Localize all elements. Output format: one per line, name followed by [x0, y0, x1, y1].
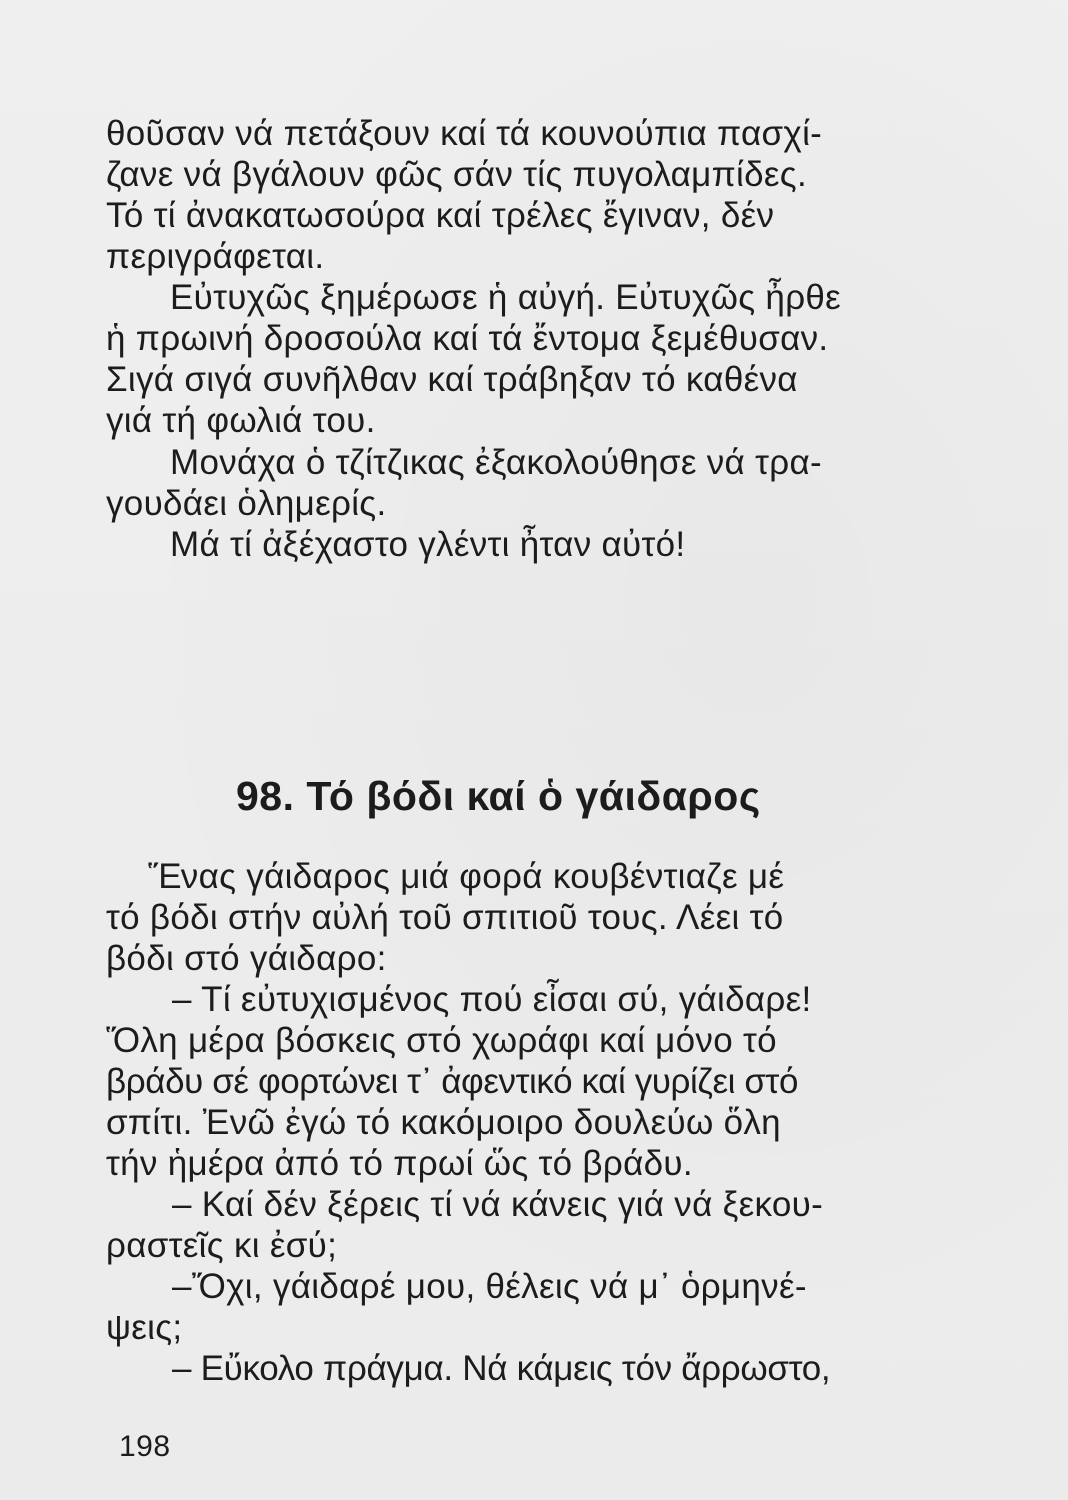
text-line: τό βόδι στήν αὐλή τοῦ σπιτιοῦ τους. Λέει τό [106, 898, 784, 937]
text-line: θοῦσαν νά πετάξουν καί τά κουνούπια πασχί- [106, 114, 823, 153]
text-line: – Καί δέν ξέρεις τί νά κάνεις γιά νά ξεκου- [172, 1185, 824, 1224]
text-line: περιγράφεται. [106, 237, 325, 276]
text-line: ψεις; [106, 1308, 183, 1347]
text-line: βόδι στό γάιδαρο: [106, 939, 387, 978]
text-line: Ὅλη μέρα βόσκεις στό χωράφι καί μόνο τό [106, 1021, 777, 1060]
text-line: Τό τί ἀνακατωσούρα καί τρέλες ἔγιναν, δέν [106, 196, 775, 235]
text-line: – Τί εὐτυχισμένος πού εἶσαι σύ, γάιδαρε! [172, 980, 812, 1019]
page-number: 198 [119, 1430, 171, 1463]
text-line: Μονάχα ὁ τζίτζικας ἐξακολούθησε νά τρα- [170, 443, 822, 482]
text-line: Ἕνας γάιδαρος μιά φορά κουβέντιαζε μέ [148, 857, 785, 896]
text-line: ραστεῖς κι ἐσύ; [106, 1226, 338, 1265]
text-line: τήν ἡμέρα ἀπό τό πρωί ὥς τό βράδυ. [106, 1144, 693, 1183]
text-line: – Εὔκολο πράγμα. Νά κάμεις τόν ἄρρωστο, [172, 1349, 831, 1388]
text-line: Εὐτυχῶς ξημέρωσε ἡ αὐγή. Εὐτυχῶς ἦρθε [170, 278, 842, 317]
text-line: ζανε νά βγάλουν φῶς σάν τίς πυγολαμπίδες. [106, 155, 808, 194]
text-line: σπίτι. Ἐνῶ ἐγώ τό κακόμοιρο δουλεύω ὅλη [106, 1103, 781, 1142]
text-line: Σιγά σιγά συνῆλθαν καί τράβηξαν τό καθένα [106, 360, 798, 399]
story-heading: 98. Τό βόδι καί ὁ γάιδαρος [236, 773, 761, 819]
text-line: γιά τή φωλιά του. [106, 401, 376, 440]
text-line: γουδάει ὁλημερίς. [106, 484, 387, 523]
text-line: Μά τί ἀξέχαστο γλέντι ἦταν αὐτό! [170, 525, 686, 564]
text-line: βράδυ σέ φορτώνει τ᾽ ἀφεντικό καί γυρίζει στό [106, 1062, 799, 1101]
text-line: ἡ πρωινή δροσούλα καί τά ἔντομα ξεμέθυσαν. [106, 319, 829, 358]
text-line: –Ὄχι, γάιδαρέ μου, θέλεις νά μ᾽ ὁρμηνέ- [172, 1267, 807, 1306]
